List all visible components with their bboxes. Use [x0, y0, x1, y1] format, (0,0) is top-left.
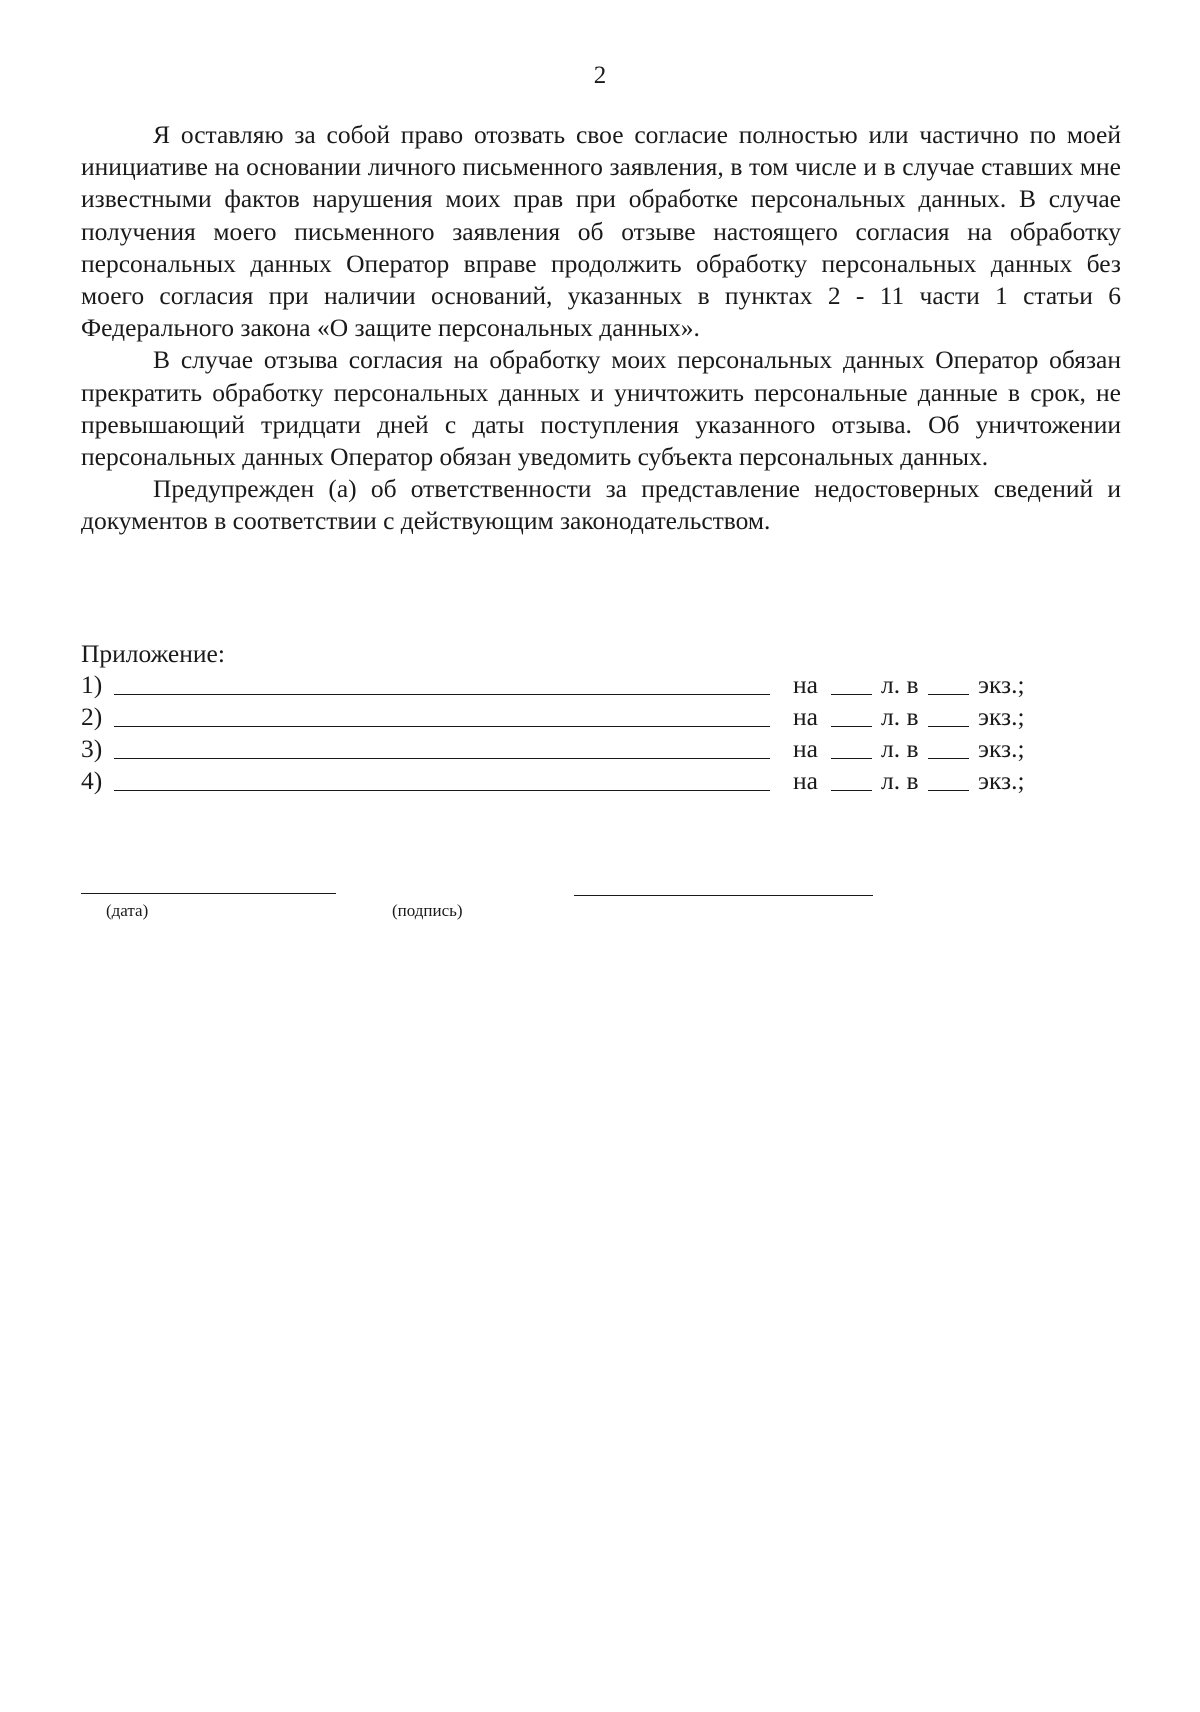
appendix-sheets-label: л. в	[881, 766, 919, 795]
appendix-row	[81, 765, 1041, 797]
date-field[interactable]	[81, 893, 336, 894]
appendix-sheets-field[interactable]	[831, 790, 872, 791]
appendix-item-number: 2)	[81, 702, 103, 731]
appendix-sheets-label: л. в	[881, 670, 919, 699]
appendix-item-number: 1)	[81, 670, 103, 699]
appendix-sheets-label: л. в	[881, 734, 919, 763]
appendix-document-field[interactable]	[114, 790, 770, 791]
appendix-on-label: на	[793, 702, 818, 731]
appendix-document-field[interactable]	[114, 726, 770, 727]
appendix-copies-field[interactable]	[928, 694, 969, 695]
appendix-title: Приложение:	[81, 639, 225, 668]
paragraph-withdrawal-consequences: В случае отзыва согласия на обработку моих персональных данных Оператор обязан прекратить обработку персональных данных и уничтожить персональные данные в срок, не превышающий тридцати дней с даты поступления указанного отзыва. Об уничтожении персональных данных Оператор обязан уведомить субъекта персональных данных.	[81, 345, 1121, 472]
appendix-row	[81, 669, 1041, 701]
page-number: 2	[593, 62, 607, 89]
paragraph-liability-warning: Предупрежден (а) об ответственности за представление недостоверных сведений и документов в соответствии с действующим законодательством.	[81, 474, 1121, 536]
appendix-sheets-label: л. в	[881, 702, 919, 731]
signature-field[interactable]	[574, 895, 873, 896]
date-caption: (дата)	[106, 901, 149, 920]
appendix-copies-label: экз.;	[978, 670, 1025, 699]
appendix-copies-field[interactable]	[928, 790, 969, 791]
appendix-on-label: на	[793, 734, 818, 763]
appendix-copies-label: экз.;	[978, 734, 1025, 763]
paragraph-withdrawal-right: Я оставляю за собой право отозвать свое согласие полностью или частично по моей инициативе на основании личного письменного заявления, в том числе и в случае ставших мне известными фактов нарушения моих прав при обработке персональных данных. В случае получения моего письменного заявления об отзыве настоящего согласия на обработку персональных данных Оператор вправе продолжить обработку персональных данных без моего согласия при наличии оснований, указанных в пунктах 2 - 11 части 1 статьи 6 Федерального закона «О защите персональных данных».	[81, 120, 1121, 343]
appendix-copies-label: экз.;	[978, 766, 1025, 795]
signature-caption: (подпись)	[392, 901, 463, 920]
appendix-copies-field[interactable]	[928, 758, 969, 759]
appendix-item-number: 3)	[81, 734, 103, 763]
appendix-row	[81, 733, 1041, 765]
appendix-document-field[interactable]	[114, 694, 770, 695]
consent-body	[81, 119, 1121, 538]
appendix-on-label: на	[793, 766, 818, 795]
appendix-copies-field[interactable]	[928, 726, 969, 727]
appendix-sheets-field[interactable]	[831, 694, 872, 695]
appendix-sheets-field[interactable]	[831, 726, 872, 727]
appendix-document-field[interactable]	[114, 758, 770, 759]
appendix-row	[81, 701, 1041, 733]
appendix-sheets-field[interactable]	[831, 758, 872, 759]
appendix-on-label: на	[793, 670, 818, 699]
appendix-copies-label: экз.;	[978, 702, 1025, 731]
appendix-item-number: 4)	[81, 766, 103, 795]
